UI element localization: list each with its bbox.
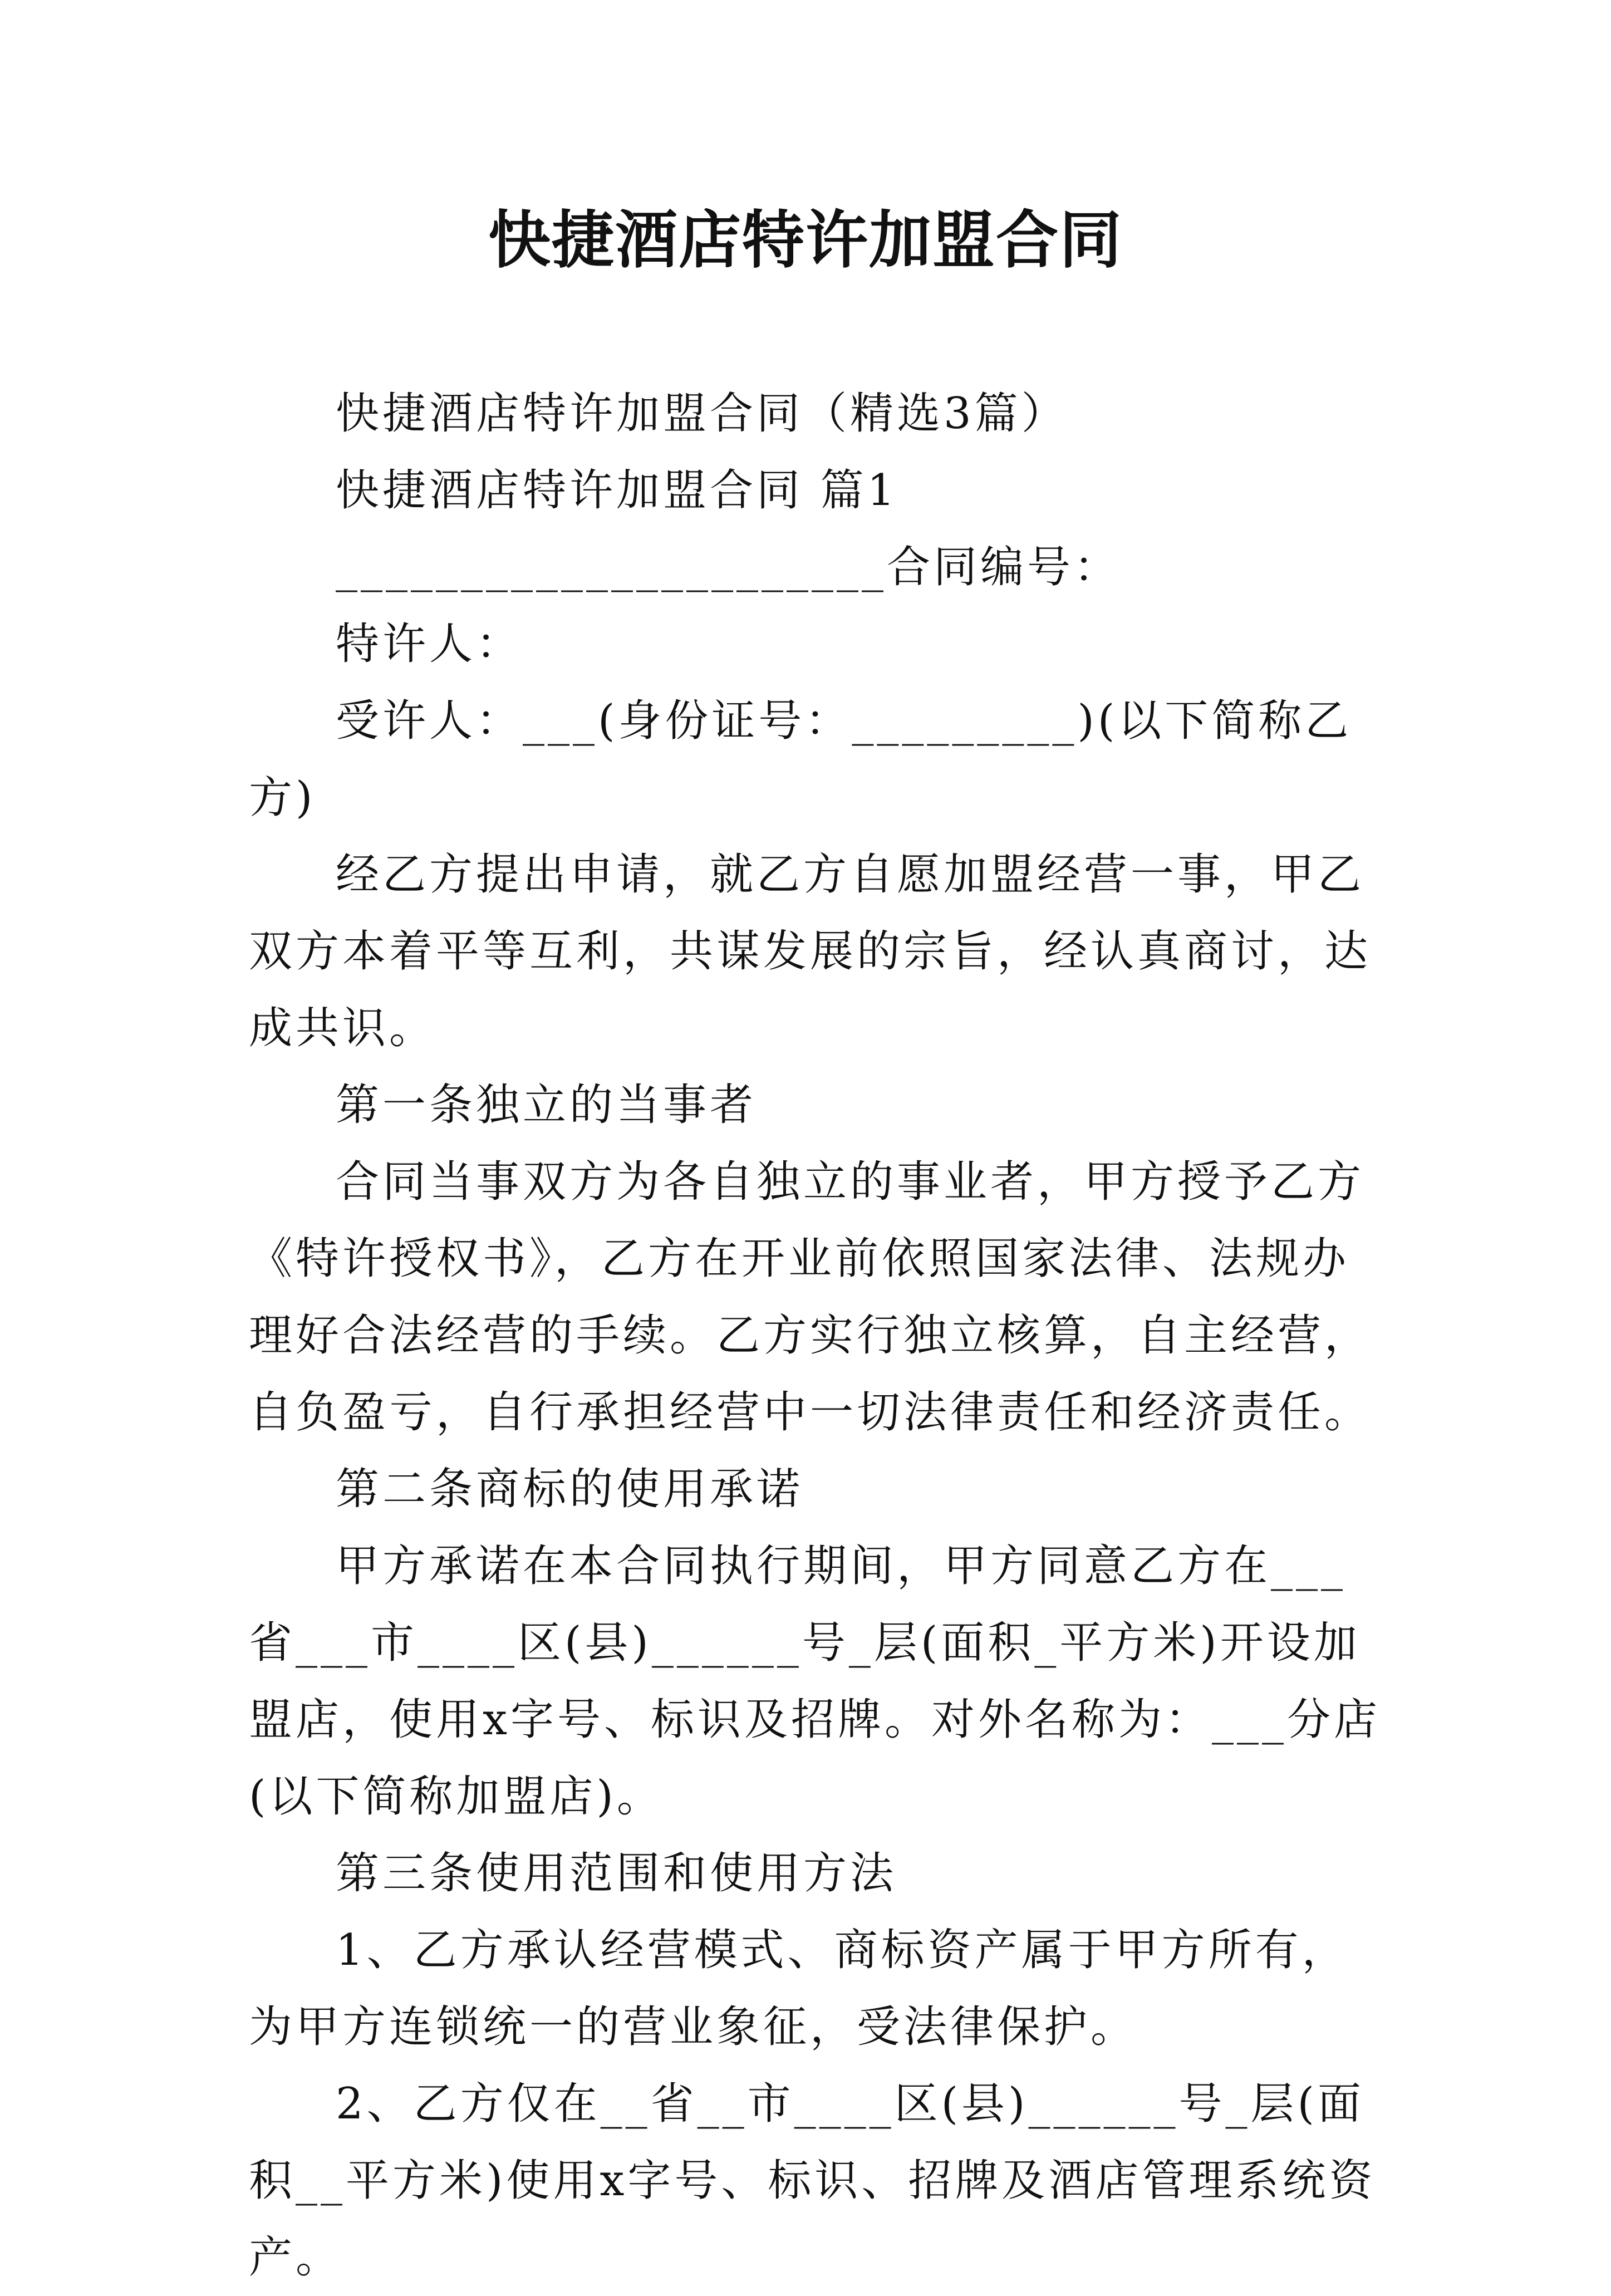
document-body	[249, 375, 1384, 2296]
article-3-item-1: 1、乙方承认经营模式、商标资产属于甲方所有，为甲方连锁统一的营业象征，受法律保护。	[249, 1925, 1349, 2052]
franchisee-line: 受许人：___(身份证号：_________)(以下简称乙方)	[249, 696, 1352, 823]
article-3-heading: 第三条使用范围和使用方法	[336, 1848, 897, 1898]
preamble-paragraph: 经乙方提出申请，就乙方自愿加盟经营一事，甲乙双方本着平等互利，共谋发展的宗旨，经认真商讨，达成共识。	[249, 850, 1372, 1053]
article-1-heading: 第一条独立的当事者	[336, 1080, 757, 1130]
subtitle: 快捷酒店特许加盟合同（精选3篇）	[336, 389, 1068, 439]
document-title: 快捷酒店特许加盟合同	[488, 204, 1123, 277]
contract-number-line: ______________________合同编号：	[336, 542, 1121, 592]
article-3-item-2: 2、乙方仅在__省__市____区(县)______号_层(面积__平方米)使用x字号、标识、招牌及酒店管理系统资产。	[249, 2079, 1376, 2283]
article-1-paragraph: 合同当事双方为各自独立的事业者，甲方授予乙方《特许授权书》，乙方在开业前依照国家法律、法规办理好合法经营的手续。乙方实行独立核算，自主经营，自负盈亏，自行承担经营中一切法律责任和经济责任。	[249, 1157, 1372, 1438]
article-2-heading: 第二条商标的使用承诺	[336, 1464, 804, 1514]
franchisor-line: 特许人：	[336, 619, 523, 669]
section-heading: 快捷酒店特许加盟合同 篇1	[336, 465, 898, 516]
article-2-paragraph: 甲方承诺在本合同执行期间，甲方同意乙方在___省___市____区(县)______号_层(面积_平方米)开设加盟店，使用x字号、标识及招牌。对外名称为：___分店(以下简称加盟店)。	[249, 1541, 1381, 1822]
